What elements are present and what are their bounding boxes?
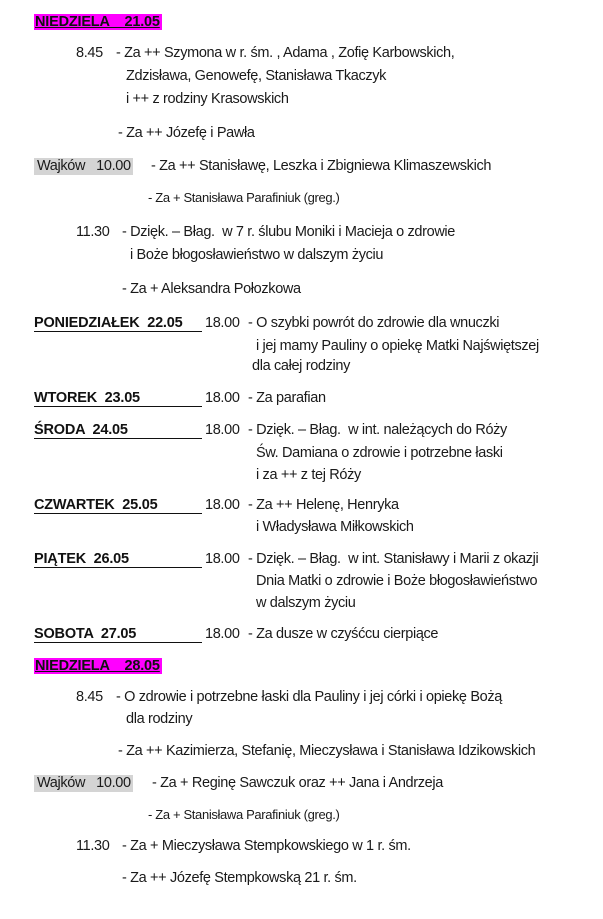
intention-line: - Za ++ Kazimierza, Stefanię, Mieczysława i Stanisława Idzikowskich — [118, 743, 536, 759]
intention-line: - Za ++ Szymona w r. śm. , Adama , Zofię Karbowskich, — [116, 45, 455, 61]
intention-line: i Władysława Miłkowskich — [256, 519, 414, 535]
day-header-friday: PIĄTEK 26.05 — [34, 551, 202, 568]
place-time-wajkow: Wajków 10.00 — [34, 158, 133, 175]
day-header-wednesday: ŚRODA 24.05 — [34, 422, 202, 439]
intention-line: - O zdrowie i potrzebne łaski dla Pauliny i jej córki i opiekę Bożą — [116, 689, 502, 705]
time-18-00: 18.00 — [205, 551, 240, 567]
day-header-thursday: CZWARTEK 25.05 — [34, 497, 202, 514]
time-8-45: 8.45 — [76, 689, 103, 705]
day-header-sunday-21: NIEDZIELA 21.05 — [35, 14, 160, 30]
intention-line: - Za + Stanisława Parafiniuk (greg.) — [148, 190, 340, 205]
day-header-sunday-28: NIEDZIELA 28.05 — [35, 658, 160, 674]
intention-line: Św. Damiana o zdrowie i potrzebne łaski — [256, 445, 503, 461]
intention-line: - Za dusze w czyśćcu cierpiące — [248, 626, 439, 642]
intention-line: - Za + Aleksandra Połozkowa — [122, 281, 301, 297]
intention-line: - Za ++ Józefę i Pawła — [118, 125, 255, 141]
time-11-30: 11.30 — [76, 838, 110, 854]
time-18-00: 18.00 — [205, 390, 240, 406]
intention-line: dla rodziny — [126, 711, 193, 727]
intention-line: - Za + Reginę Sawczuk oraz ++ Jana i Andrzeja — [152, 775, 443, 791]
intention-line: Dnia Matki o zdrowie i Boże błogosławieństwo — [256, 573, 538, 589]
day-header-monday: PONIEDZIAŁEK 22.05 — [34, 315, 202, 332]
intention-line: Zdzisława, Genowefę, Stanisława Tkaczyk — [126, 68, 387, 84]
day-header-tuesday: WTOREK 23.05 — [34, 390, 202, 407]
time-18-00: 18.00 — [205, 422, 240, 438]
intention-line: i jej mamy Pauliny o opiekę Matki Najświętszej — [256, 338, 539, 354]
day-header-saturday: SOBOTA 27.05 — [34, 626, 202, 643]
intention-line: - Za ++ Helenę, Henryka — [248, 497, 399, 513]
intention-line: i Boże błogosławieństwo w dalszym życiu — [130, 247, 384, 263]
time-18-00: 18.00 — [205, 626, 240, 642]
intention-line: i za ++ z tej Róży — [256, 467, 361, 483]
intention-line: - Dzięk. – Błag. w 7 r. ślubu Moniki i Macieja o zdrowie — [122, 224, 456, 240]
intention-line: - Za + Mieczysława Stempkowskiego w 1 r. śm. — [122, 838, 411, 854]
time-11-30: 11.30 — [76, 224, 110, 240]
place-time-wajkow: Wajków 10.00 — [34, 775, 133, 792]
intention-line: - O szybki powrót do zdrowie dla wnuczki — [248, 315, 500, 331]
intention-line: - Za ++ Stanisławę, Leszka i Zbigniewa Klimaszewskich — [151, 158, 492, 174]
intention-line: - Dzięk. – Błag. w int. Stanisławy i Marii z okazji — [248, 551, 539, 567]
intention-line: - Za parafian — [248, 390, 326, 406]
time-8-45: 8.45 — [76, 45, 103, 61]
intention-line: i ++ z rodziny Krasowskich — [126, 91, 289, 107]
time-18-00: 18.00 — [205, 497, 240, 513]
intention-line: dla całej rodziny — [252, 358, 351, 374]
time-18-00: 18.00 — [205, 315, 240, 331]
intention-line: - Za + Stanisława Parafiniuk (greg.) — [148, 807, 340, 822]
intention-line: w dalszym życiu — [256, 595, 356, 611]
intention-line: - Za ++ Józefę Stempkowską 21 r. śm. — [122, 870, 357, 886]
intention-line: - Dzięk. – Błag. w int. należących do Róży — [248, 422, 507, 438]
